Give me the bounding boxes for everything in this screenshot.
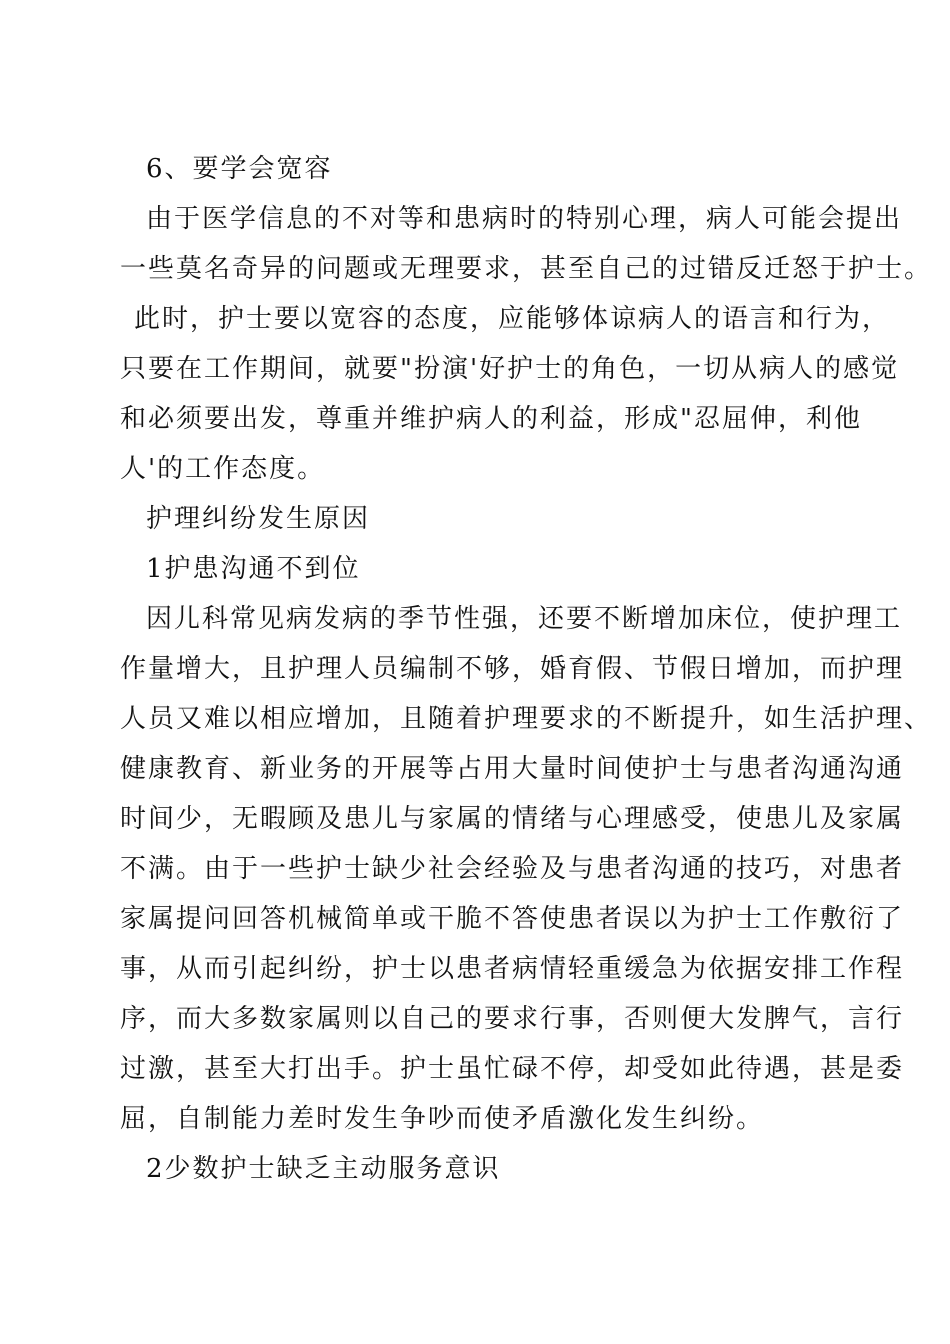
paragraph-line: 和必须要出发，尊重并维护病人的利益，形成"忍屈伸，利他 xyxy=(120,404,862,434)
paragraph-line: 人员又难以相应增加，且随着护理要求的不断提升，如生活护理、 xyxy=(120,704,933,734)
subsection-heading-1: 1护患沟通不到位 xyxy=(146,554,361,584)
paragraph-line: 序，而大多数家属则以自己的要求行事，否则便大发脾气，言行 xyxy=(120,1004,905,1034)
paragraph-line: 事，从而引起纠纷，护士以患者病情轻重缓急为依据安排工作程 xyxy=(120,954,905,984)
paragraph-line: 家属提问回答机械简单或干脆不答使患者误以为护士工作敷衍了 xyxy=(120,904,905,934)
paragraph-line: 一些莫名奇异的问题或无理要求，甚至自己的过错反迁怒于护士。 xyxy=(120,254,933,284)
paragraph-line: 因儿科常见病发病的季节性强，还要不断增加床位，使护理工 xyxy=(146,604,903,634)
paragraph-line: 不满。由于一些护士缺少社会经验及与患者沟通的技巧，对患者 xyxy=(120,854,905,884)
paragraph-line: 时间少，无暇顾及患儿与家属的情绪与心理感受，使患儿及家属 xyxy=(120,804,905,834)
paragraph-line: 过激，甚至大打出手。护士虽忙碌不停，却受如此待遇，甚是委 xyxy=(120,1054,905,1084)
paragraph-line: 作量增大，且护理人员编制不够，婚育假、节假日增加，而护理 xyxy=(120,654,905,684)
paragraph-line: 此时，护士要以宽容的态度，应能够体谅病人的语言和行为， xyxy=(134,304,891,334)
paragraph-line: 只要在工作期间，就要"扮演'好护士的角色，一切从病人的感觉 xyxy=(120,354,900,384)
subsection-heading-2: 2少数护士缺乏主动服务意识 xyxy=(146,1154,501,1184)
paragraph-line: 屈，自制能力差时发生争吵而使矛盾激化发生纠纷。 xyxy=(120,1104,765,1134)
section-heading-tolerance: 6、要学会宽容 xyxy=(146,154,333,184)
paragraph-line: 健康教育、新业务的开展等占用大量时间使护士与患者沟通沟通 xyxy=(120,754,905,784)
section-heading-causes: 护理纠纷发生原因 xyxy=(146,504,371,534)
paragraph-line: 由于医学信息的不对等和患病时的特别心理，病人可能会提出 xyxy=(146,204,903,234)
paragraph-line: 人'的工作态度。 xyxy=(120,454,326,484)
